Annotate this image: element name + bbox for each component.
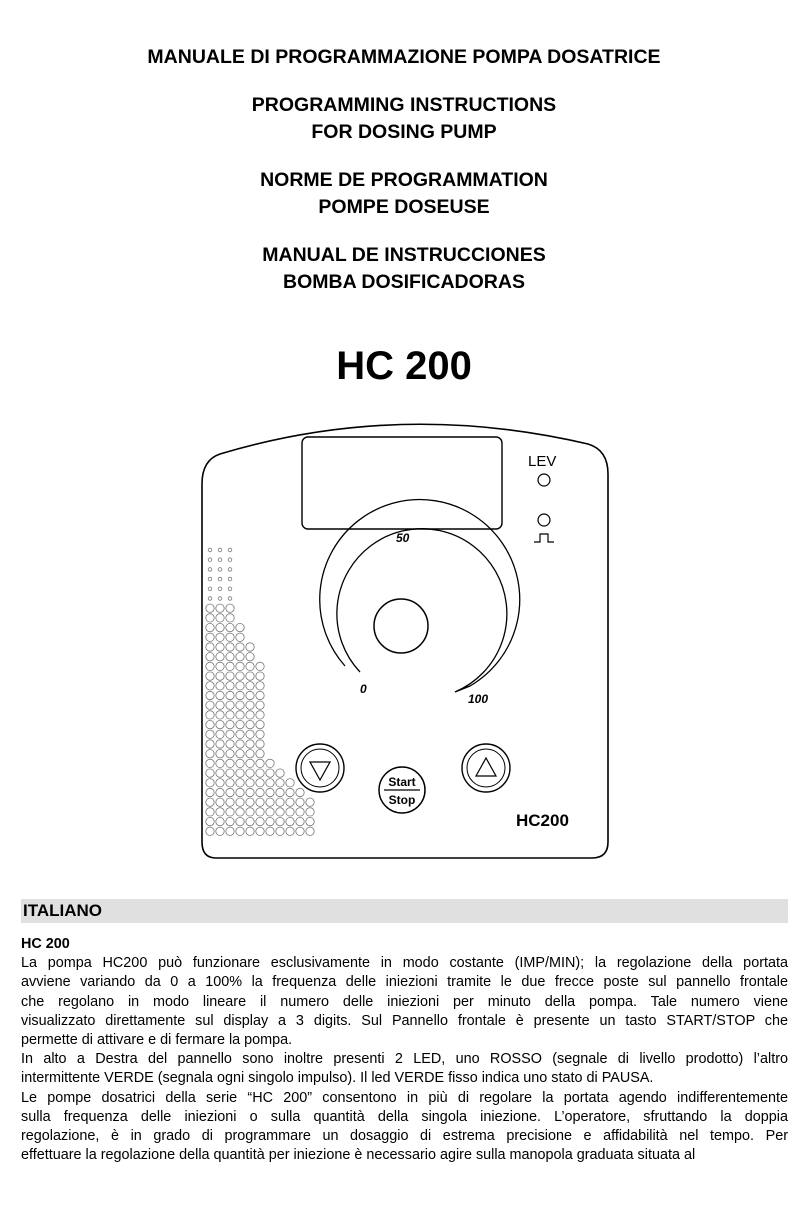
decorative-dot (286, 808, 294, 816)
decorative-dot (206, 604, 214, 612)
decorative-dot (256, 759, 264, 767)
text-line: Le pompe dosatrici della serie “HC 200” consentono in più di regolare la portata agendo indifferentemente (21, 1089, 788, 1106)
decorative-dot (226, 662, 234, 670)
decorative-dot (286, 779, 294, 787)
decorative-dot (276, 788, 284, 796)
decorative-dot (256, 817, 264, 825)
decorative-dot (226, 633, 234, 641)
decorative-dot (256, 740, 264, 748)
decorative-dot (228, 568, 232, 572)
decorative-dot (236, 623, 244, 631)
decorative-dot (236, 827, 244, 835)
decorative-dot (276, 827, 284, 835)
decorative-dot (228, 577, 232, 581)
lev-led (538, 474, 550, 486)
subheading: HC 200 (21, 936, 70, 952)
decorative-dot (218, 568, 222, 572)
decorative-dot (236, 691, 244, 699)
decorative-dot (206, 740, 214, 748)
decorative-dot (226, 808, 234, 816)
down-arrow-icon (310, 762, 330, 780)
title-line: PROGRAMMING INSTRUCTIONS (251, 94, 557, 116)
dial-scale-arc (320, 500, 520, 692)
decorative-dot (206, 779, 214, 787)
decorative-dot (206, 682, 214, 690)
decorative-dot (216, 633, 224, 641)
decorative-dot (216, 682, 224, 690)
decorative-dot (236, 701, 244, 709)
decorative-dot (246, 643, 254, 651)
decorative-dot (246, 769, 254, 777)
decorative-dot (206, 614, 214, 622)
decorative-dot (218, 587, 222, 591)
decorative-dot (306, 827, 314, 835)
decorative-dot (216, 798, 224, 806)
text-line: visualizzato direttamente sul display a 3 digits. Sul Pannello frontale è presente un tasto START/STOP che (21, 1012, 788, 1029)
dial-knob (374, 599, 428, 653)
decorative-dot (236, 672, 244, 680)
decorative-dot (266, 808, 274, 816)
decorative-dot (206, 759, 214, 767)
title-french (0, 167, 808, 221)
decorative-dot (266, 788, 274, 796)
paragraph (21, 954, 788, 1165)
decorative-dot (256, 711, 264, 719)
decorative-dot (206, 788, 214, 796)
section-heading: ITALIANO (23, 901, 103, 920)
decorative-dot (286, 827, 294, 835)
decorative-dot (236, 653, 244, 661)
display-window (302, 437, 502, 529)
decorative-dot (256, 769, 264, 777)
decorative-dot (246, 808, 254, 816)
decorative-dot (296, 827, 304, 835)
decorative-dot (246, 653, 254, 661)
decorative-dot (246, 720, 254, 728)
pulse-icon (534, 534, 554, 542)
decorative-dot (236, 740, 244, 748)
dial-label-mid: 50 (396, 531, 410, 545)
decorative-dot (208, 577, 212, 581)
decorative-dot (208, 587, 212, 591)
decorative-dot (266, 779, 274, 787)
title-line: BOMBA DOSIFICADORAS (283, 271, 525, 293)
decorative-dot (208, 597, 212, 601)
decorative-dot (236, 633, 244, 641)
decorative-dot (276, 769, 284, 777)
decorative-dot (246, 779, 254, 787)
title-line: NORME DE PROGRAMMATION (260, 169, 548, 191)
decorative-dot (226, 604, 234, 612)
decorative-dot (226, 711, 234, 719)
decorative-dot (236, 711, 244, 719)
decorative-dot (226, 827, 234, 835)
decorative-dot (226, 798, 234, 806)
decorative-dot (246, 701, 254, 709)
decorative-dot (306, 808, 314, 816)
up-arrow-icon (476, 758, 496, 776)
decorative-dot (206, 623, 214, 631)
start-label: Start (388, 775, 416, 789)
decorative-dot (256, 720, 264, 728)
decorative-dot (216, 827, 224, 835)
decorative-dot (206, 769, 214, 777)
decorative-dot (216, 769, 224, 777)
decorative-dot (236, 817, 244, 825)
decorative-dot (226, 614, 234, 622)
decorative-dot (236, 750, 244, 758)
decorative-dot (226, 730, 234, 738)
dial-label-max: 100 (468, 692, 489, 706)
decorative-dot (256, 750, 264, 758)
decorative-dot (256, 808, 264, 816)
decorative-dot (246, 711, 254, 719)
decorative-dot (296, 788, 304, 796)
dial-label-min: 0 (360, 682, 367, 696)
decorative-dot (246, 740, 254, 748)
title-line: MANUALE DI PROGRAMMAZIONE POMPA DOSATRICE (147, 46, 661, 68)
decorative-dot (296, 808, 304, 816)
decorative-dot (246, 827, 254, 835)
decorative-dot (216, 614, 224, 622)
stop-label: Stop (388, 793, 416, 807)
title-line: POMPE DOSEUSE (318, 196, 490, 218)
title-line: MANUAL DE INSTRUCCIONES (262, 244, 546, 266)
decorative-dot (216, 740, 224, 748)
decorative-dot (208, 558, 212, 562)
decorative-dot (206, 653, 214, 661)
decorative-dot (206, 798, 214, 806)
decorative-dot (286, 817, 294, 825)
decorative-dot (208, 568, 212, 572)
decorative-dot (256, 672, 264, 680)
decorative-dot (216, 808, 224, 816)
title-italian (0, 44, 808, 71)
decorative-dot (246, 682, 254, 690)
decorative-dot (306, 817, 314, 825)
decorative-dot (266, 827, 274, 835)
decorative-dot (226, 788, 234, 796)
document-titles (0, 44, 808, 317)
decorative-dot (276, 798, 284, 806)
decorative-dot (216, 643, 224, 651)
decorative-dot (216, 653, 224, 661)
decorative-dot (256, 827, 264, 835)
decorative-dot (216, 759, 224, 767)
decorative-dot (236, 759, 244, 767)
decorative-dot (218, 597, 222, 601)
decorative-dot (216, 701, 224, 709)
decorative-dot (206, 750, 214, 758)
text-line: intermittente VERDE (segnala ogni singolo impulso). Il led VERDE fisso indica uno stato di PAUSA. (21, 1070, 654, 1087)
decorative-dot (226, 769, 234, 777)
decorative-dot (216, 711, 224, 719)
decorative-dot (226, 691, 234, 699)
decorative-dot (206, 827, 214, 835)
text-line: sulla frequenza delle iniezioni o sulla quantità della singola iniezione. L’operatore, sfruttando la doppia (21, 1108, 788, 1125)
decorative-dot (256, 798, 264, 806)
decorative-dot (206, 691, 214, 699)
title-english (0, 92, 808, 146)
decorative-dot (216, 672, 224, 680)
section-heading-bar (21, 899, 788, 923)
decorative-dot (216, 788, 224, 796)
decorative-dot (236, 643, 244, 651)
decorative-dot (276, 808, 284, 816)
decorative-dot (206, 701, 214, 709)
panel-model-label: HC200 (516, 811, 569, 830)
title-line: FOR DOSING PUMP (311, 121, 497, 143)
decorative-dot (226, 672, 234, 680)
decorative-dot (218, 558, 222, 562)
decorative-dot (216, 750, 224, 758)
decorative-dot (246, 672, 254, 680)
decorative-dot (206, 808, 214, 816)
decorative-dot (226, 750, 234, 758)
decorative-dot (216, 817, 224, 825)
pump-panel-illustration (200, 414, 610, 860)
decorative-dot (226, 682, 234, 690)
decorative-dot (256, 779, 264, 787)
decorative-dot (246, 788, 254, 796)
decorative-dot (226, 653, 234, 661)
decorative-dot (228, 597, 232, 601)
decorative-dot (226, 623, 234, 631)
decorative-dot (226, 759, 234, 767)
decorative-dot (246, 750, 254, 758)
decorative-dot (216, 604, 224, 612)
decorative-dot (236, 808, 244, 816)
decorative-dot (256, 701, 264, 709)
decorative-dot (236, 730, 244, 738)
decorative-dot (266, 798, 274, 806)
decorative-dot (286, 798, 294, 806)
decorative-dot (296, 798, 304, 806)
decorative-dot (218, 548, 222, 552)
decorative-dot (256, 788, 264, 796)
decorative-dot (246, 662, 254, 670)
decorative-dot (208, 548, 212, 552)
body-text (21, 935, 788, 1165)
decorative-dot (236, 720, 244, 728)
pulse-led (538, 514, 550, 526)
decorative-dot-pattern (206, 548, 314, 835)
decorative-dot (226, 817, 234, 825)
decorative-dot (236, 798, 244, 806)
decorative-dot (236, 779, 244, 787)
text-line: permette di attivare e di fermare la pompa. (21, 1032, 293, 1049)
decorative-dot (276, 779, 284, 787)
decorative-dot (246, 817, 254, 825)
decorative-dot (246, 730, 254, 738)
lev-label: LEV (528, 453, 557, 470)
decorative-dot (256, 682, 264, 690)
decorative-dot (228, 587, 232, 591)
model-title: HC 200 (336, 344, 472, 388)
decorative-dot (228, 548, 232, 552)
decorative-dot (236, 788, 244, 796)
decorative-dot (226, 701, 234, 709)
decorative-dot (256, 730, 264, 738)
decorative-dot (266, 759, 274, 767)
decorative-dot (206, 720, 214, 728)
decorative-dot (236, 682, 244, 690)
decorative-dot (246, 798, 254, 806)
decorative-dot (266, 817, 274, 825)
text-line: effettuare la regolazione della quantità per iniezione è necessario agire sulla manopola graduata situata al (21, 1147, 696, 1164)
up-arrow-button (462, 744, 510, 792)
text-line: La pompa HC200 può funzionare esclusivamente in modo costante (IMP/MIN); la regolazione della portata (21, 955, 788, 972)
text-line: regolazione, è in grado di programmare un dosaggio di estrema precisione e affidabilità nel tempo. Per (21, 1128, 788, 1145)
decorative-dot (226, 740, 234, 748)
decorative-dot (206, 711, 214, 719)
decorative-dot (218, 577, 222, 581)
title-spanish (0, 242, 808, 296)
decorative-dot (216, 779, 224, 787)
decorative-dot (226, 779, 234, 787)
decorative-dot (206, 672, 214, 680)
decorative-dot (256, 662, 264, 670)
decorative-dot (236, 769, 244, 777)
decorative-dot (206, 730, 214, 738)
decorative-dot (216, 720, 224, 728)
decorative-dot (216, 662, 224, 670)
decorative-dot (206, 633, 214, 641)
decorative-dot (276, 817, 284, 825)
decorative-dot (306, 798, 314, 806)
decorative-dot (256, 691, 264, 699)
down-arrow-button (296, 744, 344, 792)
decorative-dot (236, 662, 244, 670)
decorative-dot (226, 720, 234, 728)
decorative-dot (206, 817, 214, 825)
decorative-dot (216, 691, 224, 699)
decorative-dot (216, 730, 224, 738)
decorative-dot (246, 759, 254, 767)
decorative-dot (226, 643, 234, 651)
decorative-dot (296, 817, 304, 825)
decorative-dot (206, 662, 214, 670)
decorative-dot (246, 691, 254, 699)
decorative-dot (286, 788, 294, 796)
decorative-dot (266, 769, 274, 777)
decorative-dot (228, 558, 232, 562)
text-line: In alto a Destra del pannello sono inoltre presenti 2 LED, uno ROSSO (segnale di livello prodotto) l’altro (21, 1051, 788, 1068)
decorative-dot (206, 643, 214, 651)
text-line: avviene variando da 0 a 100% la frequenza delle iniezioni tramite le due frecce poste sul pannello frontale (21, 974, 788, 991)
decorative-dot (216, 623, 224, 631)
text-line: che regolano in modo lineare il numero delle iniezioni per minuto della pompa. Tale numero viene (21, 993, 788, 1010)
